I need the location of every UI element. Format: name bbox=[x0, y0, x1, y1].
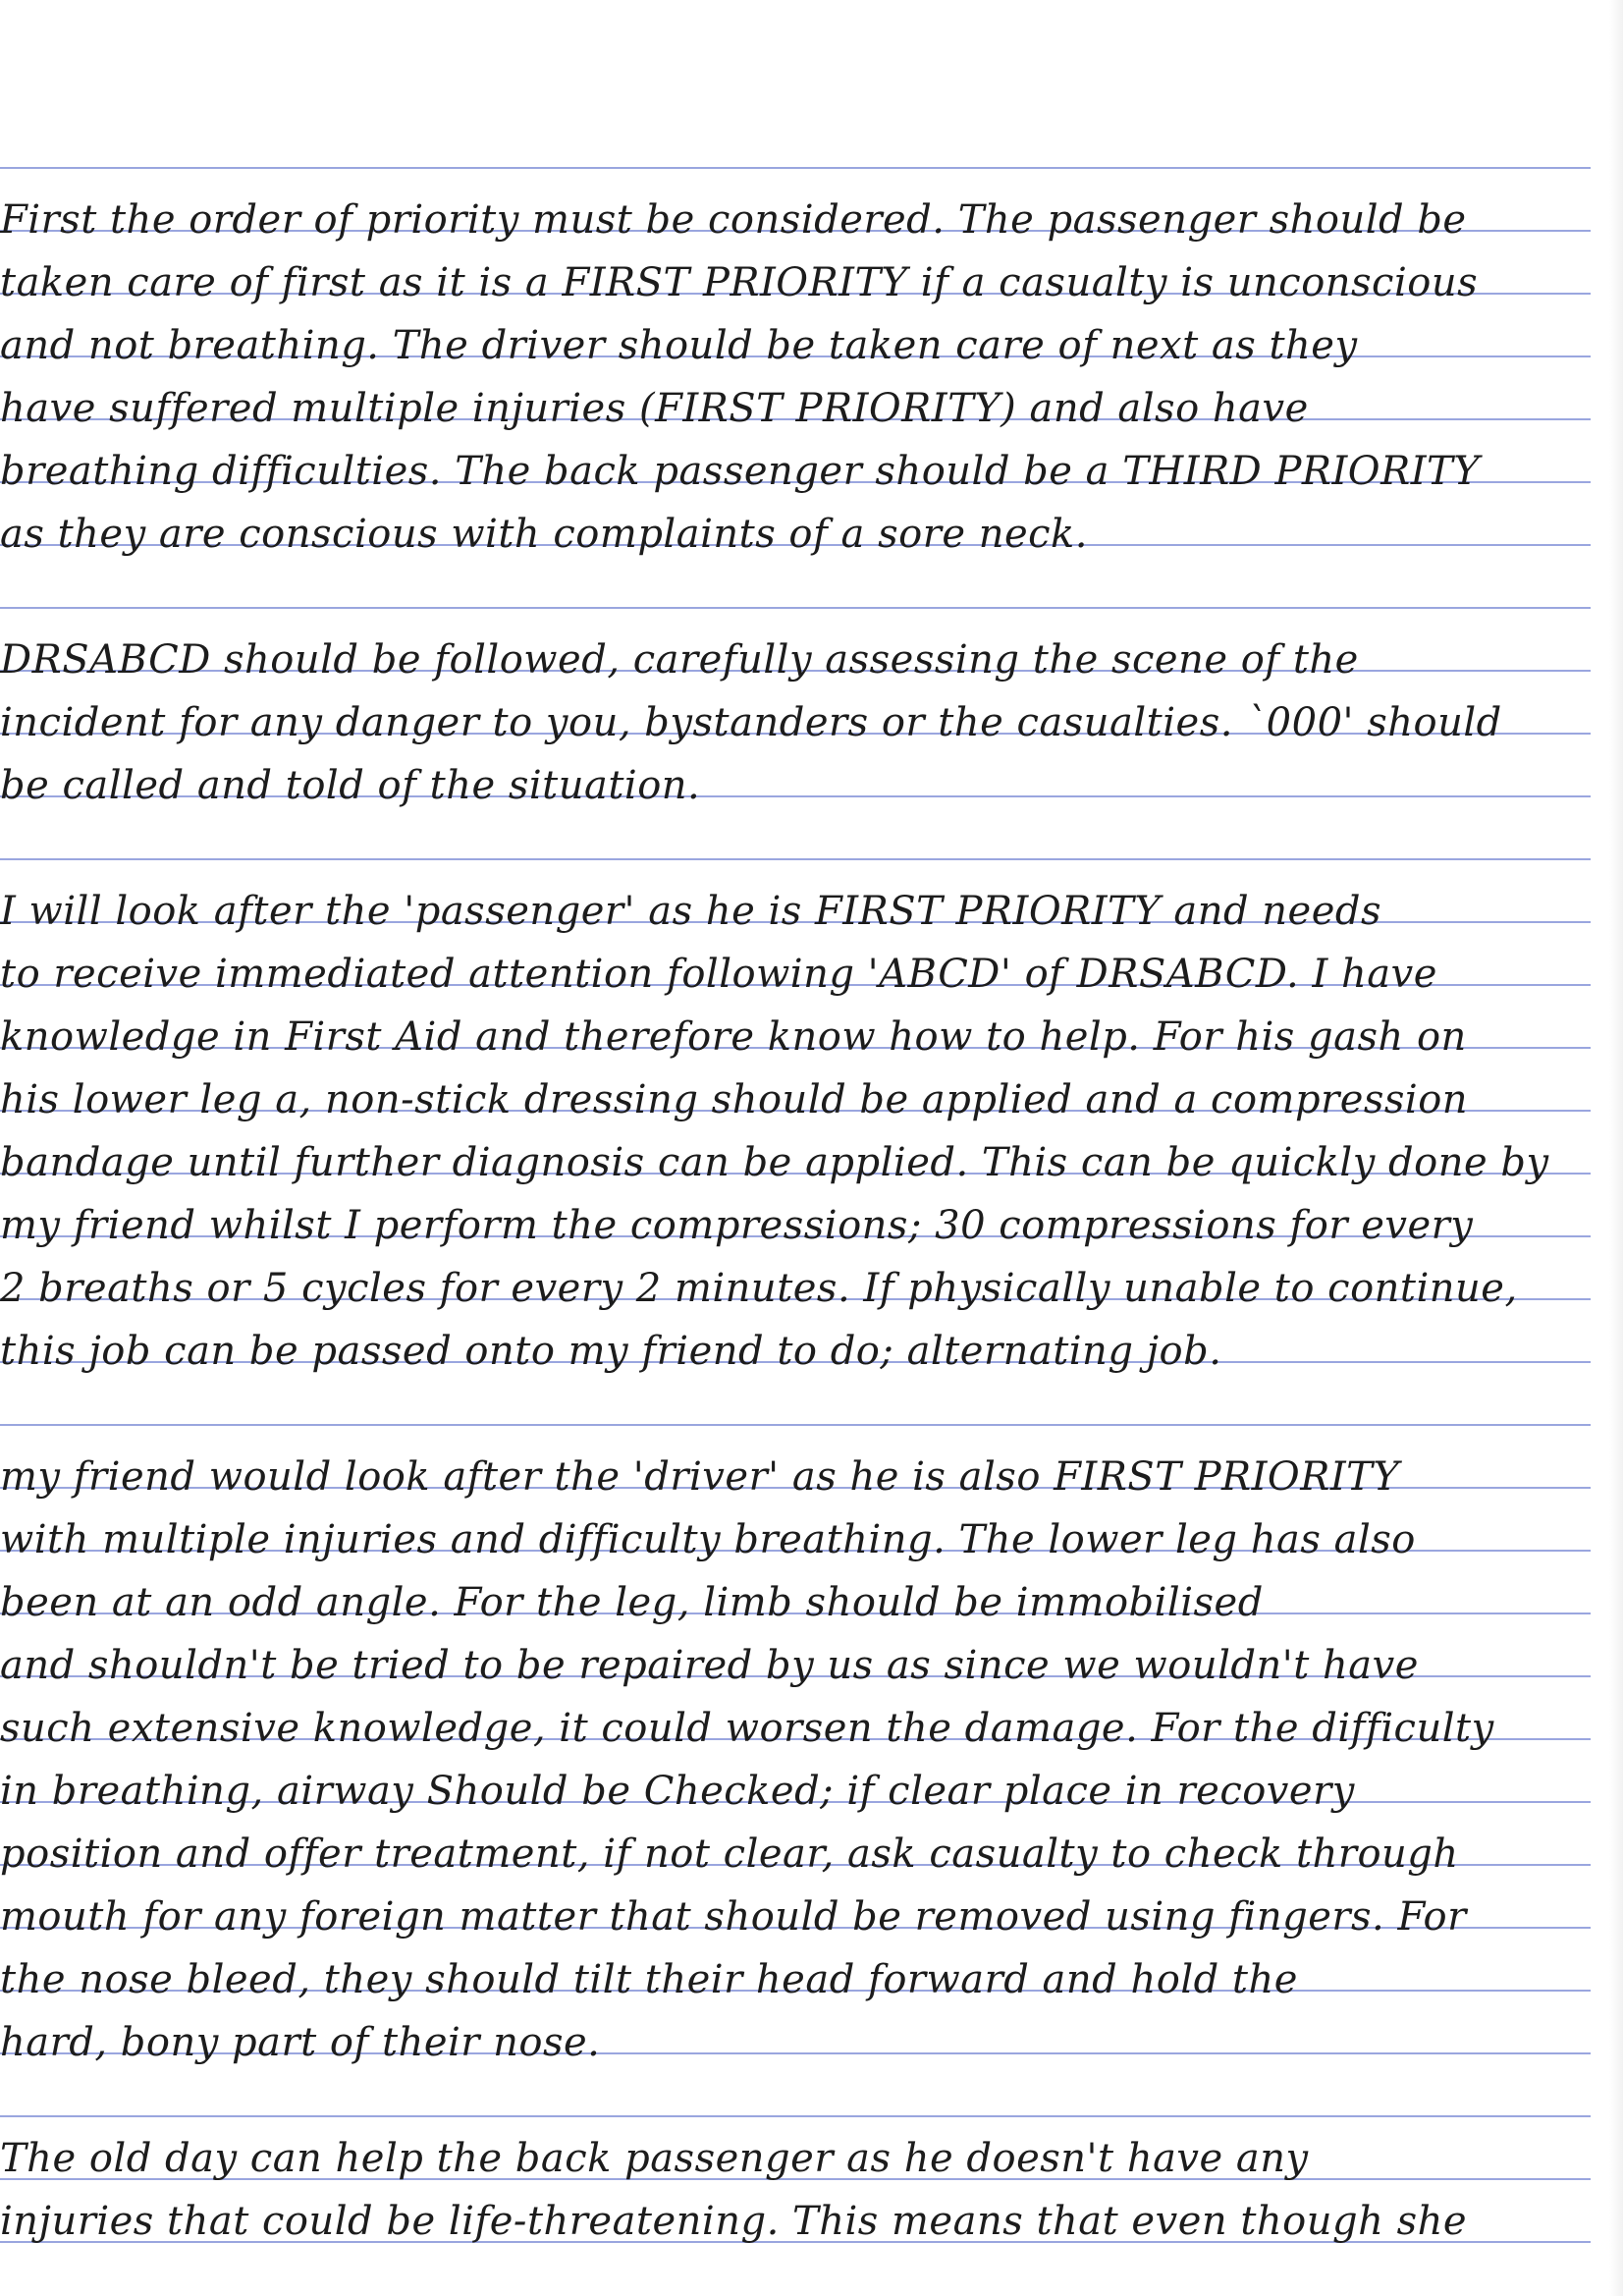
ruled-line bbox=[0, 1424, 1591, 1426]
text-line: my friend would look after the 'driver' as he is also FIRST PRIORITY bbox=[0, 1454, 1400, 1500]
text-line: breathing difficulties. The back passenger should be a THIRD PRIORITY bbox=[0, 449, 1481, 494]
text-line: hard, bony part of their nose. bbox=[0, 2020, 601, 2065]
text-line: and not breathing. The driver should be taken care of next as they bbox=[0, 323, 1358, 368]
text-line: been at an odd angle. For the leg, limb should be immobilised bbox=[0, 1580, 1264, 1625]
ruled-line bbox=[0, 167, 1591, 169]
text-line: and shouldn't be tried to be repaired by us as since we wouldn't have bbox=[0, 1643, 1419, 1688]
text-line: bandage until further diagnosis can be applied. This can be quickly done by bbox=[0, 1140, 1549, 1185]
text-line: to receive immediated attention following 'ABCD' of DRSABCD. I have bbox=[0, 952, 1437, 997]
text-line: this job can be passed onto my friend to do; alternating job. bbox=[0, 1329, 1222, 1374]
text-line: mouth for any foreign matter that should be removed using fingers. For bbox=[0, 1894, 1467, 1940]
ruled-line bbox=[0, 607, 1591, 609]
text-line: DRSABCD should be followed, carefully assessing the scene of the bbox=[0, 637, 1359, 683]
text-line: injuries that could be life-threatening. This means that even though she bbox=[0, 2199, 1468, 2244]
text-line: First the order of priority must be considered. The passenger should be bbox=[0, 197, 1467, 243]
text-line: The old day can help the back passenger as he doesn't have any bbox=[0, 2136, 1309, 2181]
text-line: position and offer treatment, if not clear, ask casualty to check through bbox=[0, 1831, 1459, 1877]
text-line: taken care of first as it is a FIRST PRIORITY if a casualty is unconscious bbox=[0, 260, 1479, 305]
text-line: incident for any danger to you, bystanders or the casualties. `000' should bbox=[0, 700, 1502, 745]
text-line: as they are conscious with complaints of a sore neck. bbox=[0, 512, 1089, 557]
text-line: my friend whilst I perform the compressions; 30 compressions for every bbox=[0, 1203, 1474, 1248]
text-line: have suffered multiple injuries (FIRST PRIORITY) and also have bbox=[0, 386, 1309, 431]
text-line: 2 breaths or 5 cycles for every 2 minutes. If physically unable to continue, bbox=[0, 1266, 1518, 1311]
text-line: such extensive knowledge, it could worsen the damage. For the difficulty bbox=[0, 1706, 1494, 1751]
text-line: be called and told of the situation. bbox=[0, 763, 701, 808]
ruled-line bbox=[0, 858, 1591, 860]
text-line: I will look after the 'passenger' as he is FIRST PRIORITY and needs bbox=[0, 889, 1382, 934]
text-line: knowledge in First Aid and therefore know how to help. For his gash on bbox=[0, 1014, 1467, 1060]
text-line: the nose bleed, they should tilt their head forward and hold the bbox=[0, 1957, 1298, 2002]
ruled-line bbox=[0, 2115, 1591, 2117]
text-line: his lower leg a, non-stick dressing should be applied and a compression bbox=[0, 1077, 1469, 1122]
text-line: with multiple injuries and difficulty breathing. The lower leg has also bbox=[0, 1517, 1416, 1562]
text-line: in breathing, airway Should be Checked; if clear place in recovery bbox=[0, 1769, 1355, 1814]
paper-edge bbox=[1609, 0, 1623, 2296]
